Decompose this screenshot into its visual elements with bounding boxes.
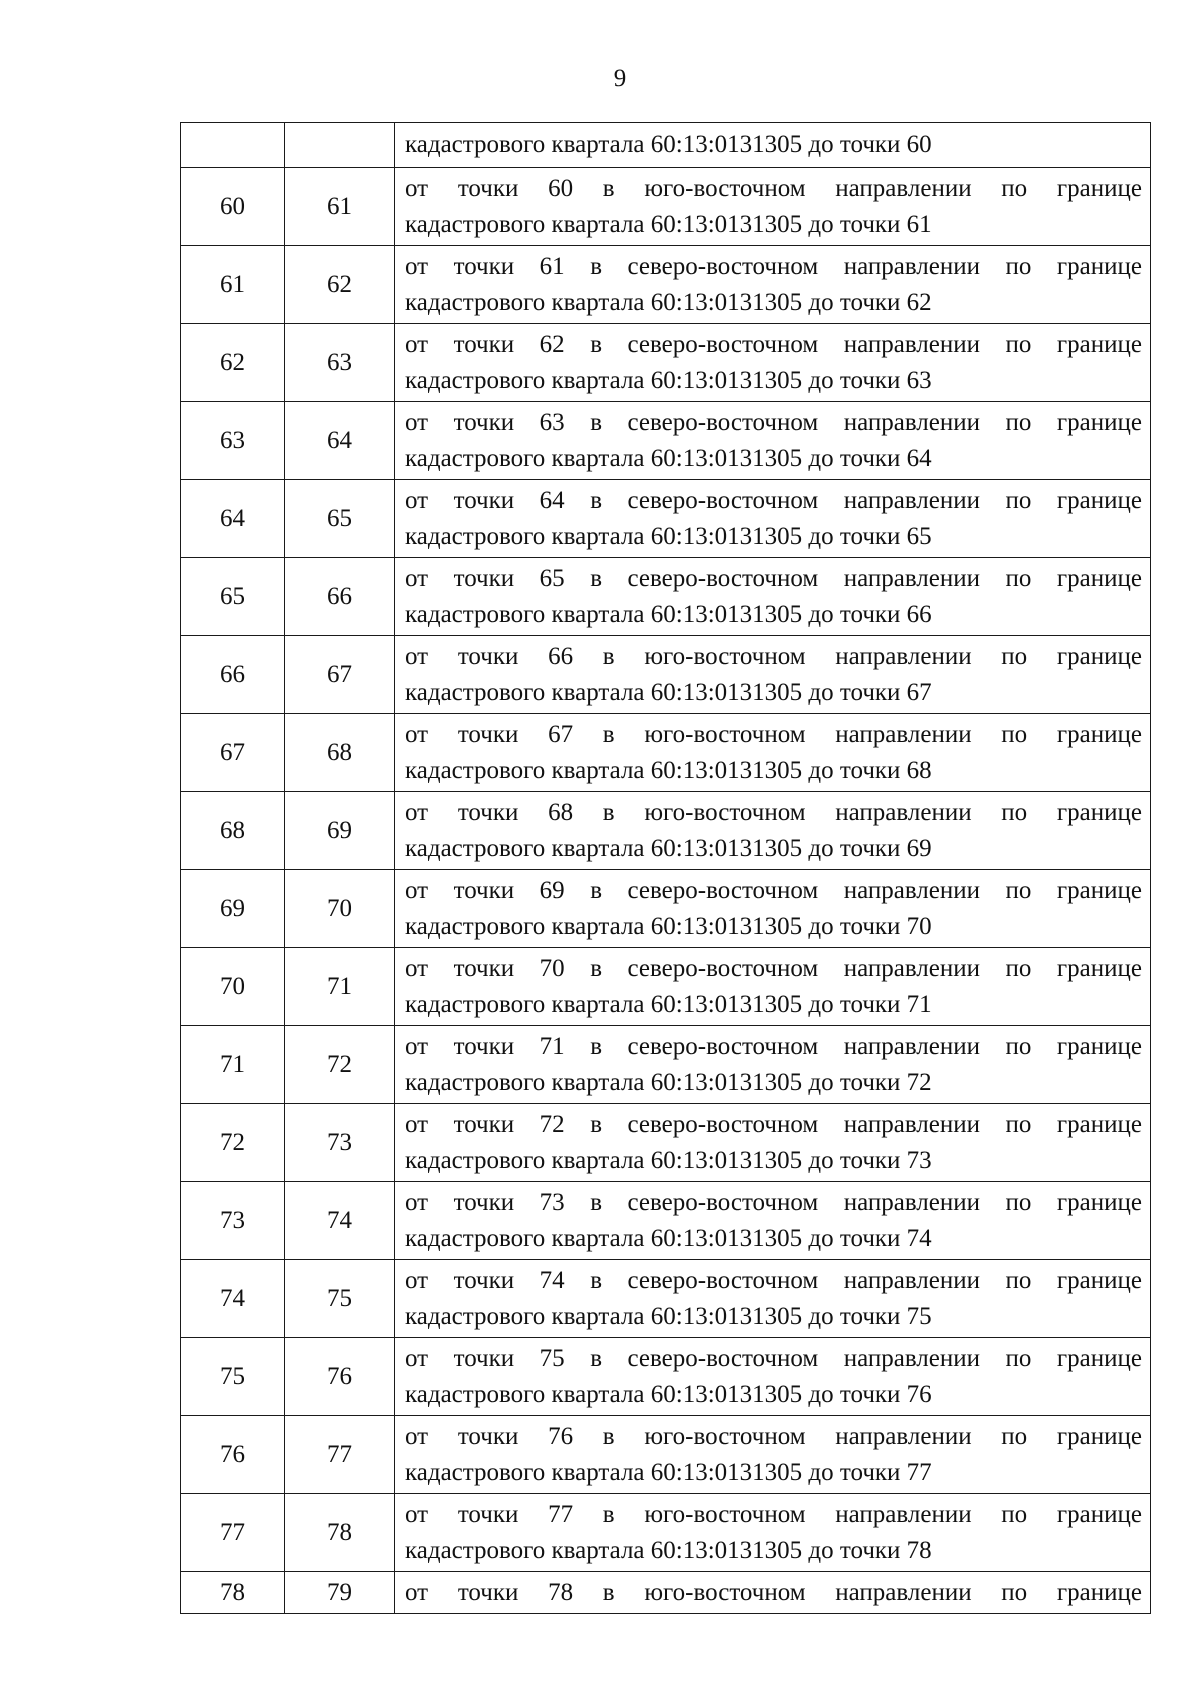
description-line: кадастрового квартала 60:13:0131305 до точки 74 [405, 1224, 932, 1252]
description-line: кадастрового квартала 60:13:0131305 до точки 62 [405, 288, 932, 316]
from-point-cell: 67 [181, 714, 285, 792]
to-point-cell: 63 [285, 324, 395, 402]
description-cell [395, 1338, 1151, 1416]
description-line: от точки 77 в юго-восточном направлении по границе [405, 1500, 1142, 1528]
description-line: кадастрового квартала 60:13:0131305 до точки 63 [405, 366, 932, 394]
to-point-cell: 77 [285, 1416, 395, 1494]
table-row [181, 324, 1151, 402]
to-point-cell: 70 [285, 870, 395, 948]
from-point-cell: 69 [181, 870, 285, 948]
description-line: кадастрового квартала 60:13:0131305 до точки 77 [405, 1458, 932, 1486]
description-cell [395, 1104, 1151, 1182]
description-cell [395, 1572, 1151, 1614]
description-line: от точки 64 в северо-восточном направлении по границе [405, 486, 1142, 514]
table-body [181, 123, 1151, 1614]
description-cell [395, 870, 1151, 948]
table-row-truncated [181, 1572, 1151, 1614]
to-point-cell: 69 [285, 792, 395, 870]
to-point-cell: 68 [285, 714, 395, 792]
description-line: от точки 60 в юго-восточном направлении по границе [405, 174, 1142, 202]
description-line: кадастрового квартала 60:13:0131305 до точки 71 [405, 990, 932, 1018]
description-cell [395, 168, 1151, 246]
description-cell [395, 246, 1151, 324]
to-point-cell: 64 [285, 402, 395, 480]
description-line: кадастрового квартала 60:13:0131305 до точки 68 [405, 756, 932, 784]
description-line: кадастрового квартала 60:13:0131305 до точки 61 [405, 210, 932, 238]
table-row [181, 948, 1151, 1026]
description-line: кадастрового квартала 60:13:0131305 до точки 64 [405, 444, 932, 472]
table-row [181, 402, 1151, 480]
description-line: кадастрового квартала 60:13:0131305 до точки 78 [405, 1536, 932, 1564]
description-cell [395, 480, 1151, 558]
description-line: кадастрового квартала 60:13:0131305 до точки 73 [405, 1146, 932, 1174]
description-cell [395, 558, 1151, 636]
from-point-cell: 68 [181, 792, 285, 870]
description-line: от точки 71 в северо-восточном направлении по границе [405, 1032, 1142, 1060]
to-point-cell: 79 [285, 1572, 395, 1614]
description-cell [395, 123, 1151, 168]
description-line: от точки 63 в северо-восточном направлении по границе [405, 408, 1142, 436]
description-cell [395, 324, 1151, 402]
from-point-cell: 60 [181, 168, 285, 246]
from-point-cell: 63 [181, 402, 285, 480]
table-row [181, 870, 1151, 948]
description-line: кадастрового квартала 60:13:0131305 до точки 65 [405, 522, 932, 550]
table-row [181, 714, 1151, 792]
description-cell [395, 1416, 1151, 1494]
to-point-cell: 61 [285, 168, 395, 246]
to-point-cell: 71 [285, 948, 395, 1026]
from-point-cell: 66 [181, 636, 285, 714]
from-point-cell: 75 [181, 1338, 285, 1416]
to-point-cell: 78 [285, 1494, 395, 1572]
to-point-cell: 73 [285, 1104, 395, 1182]
description-line: кадастрового квартала 60:13:0131305 до точки 72 [405, 1068, 932, 1096]
table-row [181, 792, 1151, 870]
to-point-cell: 67 [285, 636, 395, 714]
table-row [181, 1104, 1151, 1182]
description-line: от точки 74 в северо-восточном направлении по границе [405, 1266, 1142, 1294]
from-point-cell: 74 [181, 1260, 285, 1338]
to-point-cell: 72 [285, 1026, 395, 1104]
table-row [181, 558, 1151, 636]
description-line: от точки 75 в северо-восточном направлении по границе [405, 1344, 1142, 1372]
description-cell [395, 1026, 1151, 1104]
to-point-cell: 75 [285, 1260, 395, 1338]
description-line: от точки 78 в юго-восточном направлении по границе [405, 1578, 1142, 1606]
table-row [181, 636, 1151, 714]
description-line: от точки 61 в северо-восточном направлении по границе [405, 252, 1142, 280]
description-line: от точки 62 в северо-восточном направлении по границе [405, 330, 1142, 358]
description-line: от точки 68 в юго-восточном направлении по границе [405, 798, 1142, 826]
description-line: кадастрового квартала 60:13:0131305 до точки 75 [405, 1302, 932, 1330]
from-point-cell: 76 [181, 1416, 285, 1494]
table-row [181, 246, 1151, 324]
boundary-points-table [180, 122, 1151, 1614]
description-cell [395, 1182, 1151, 1260]
description-cell [395, 948, 1151, 1026]
table-row-continuation [181, 123, 1151, 168]
description-line: от точки 69 в северо-восточном направлении по границе [405, 876, 1142, 904]
to-point-cell: 74 [285, 1182, 395, 1260]
from-point-cell: 77 [181, 1494, 285, 1572]
from-point-cell: 70 [181, 948, 285, 1026]
description-cell [395, 402, 1151, 480]
table-row [181, 480, 1151, 558]
description-line: от точки 70 в северо-восточном направлении по границе [405, 954, 1142, 982]
description-line: от точки 67 в юго-восточном направлении по границе [405, 720, 1142, 748]
to-point-cell: 62 [285, 246, 395, 324]
from-point-cell [181, 123, 285, 168]
description-line: от точки 73 в северо-восточном направлении по границе [405, 1188, 1142, 1216]
description-line: от точки 76 в юго-восточном направлении по границе [405, 1422, 1142, 1450]
description-line: кадастрового квартала 60:13:0131305 до точки 70 [405, 912, 932, 940]
description-line: кадастрового квартала 60:13:0131305 до точки 76 [405, 1380, 932, 1408]
description-cell [395, 714, 1151, 792]
description-cell [395, 1260, 1151, 1338]
table-row [181, 168, 1151, 246]
from-point-cell: 61 [181, 246, 285, 324]
from-point-cell: 73 [181, 1182, 285, 1260]
to-point-cell: 76 [285, 1338, 395, 1416]
description-line: от точки 72 в северо-восточном направлении по границе [405, 1110, 1142, 1138]
table-row [181, 1416, 1151, 1494]
to-point-cell: 66 [285, 558, 395, 636]
to-point-cell: 65 [285, 480, 395, 558]
from-point-cell: 64 [181, 480, 285, 558]
description-line: от точки 66 в юго-восточном направлении по границе [405, 642, 1142, 670]
table-row [181, 1338, 1151, 1416]
table-row [181, 1494, 1151, 1572]
to-point-cell [285, 123, 395, 168]
from-point-cell: 72 [181, 1104, 285, 1182]
table-row [181, 1026, 1151, 1104]
from-point-cell: 62 [181, 324, 285, 402]
description-cell [395, 1494, 1151, 1572]
from-point-cell: 65 [181, 558, 285, 636]
description-line: от точки 65 в северо-восточном направлении по границе [405, 564, 1142, 592]
table-row [181, 1182, 1151, 1260]
description-line: кадастрового квартала 60:13:0131305 до точки 67 [405, 678, 932, 706]
page-number: 9 [613, 65, 627, 92]
description-line: кадастрового квартала 60:13:0131305 до точки 69 [405, 834, 932, 862]
from-point-cell: 78 [181, 1572, 285, 1614]
description-cell [395, 792, 1151, 870]
table-row [181, 1260, 1151, 1338]
from-point-cell: 71 [181, 1026, 285, 1104]
description-line: кадастрового квартала 60:13:0131305 до точки 60 [405, 131, 932, 158]
description-line: кадастрового квартала 60:13:0131305 до точки 66 [405, 600, 932, 628]
description-cell [395, 636, 1151, 714]
